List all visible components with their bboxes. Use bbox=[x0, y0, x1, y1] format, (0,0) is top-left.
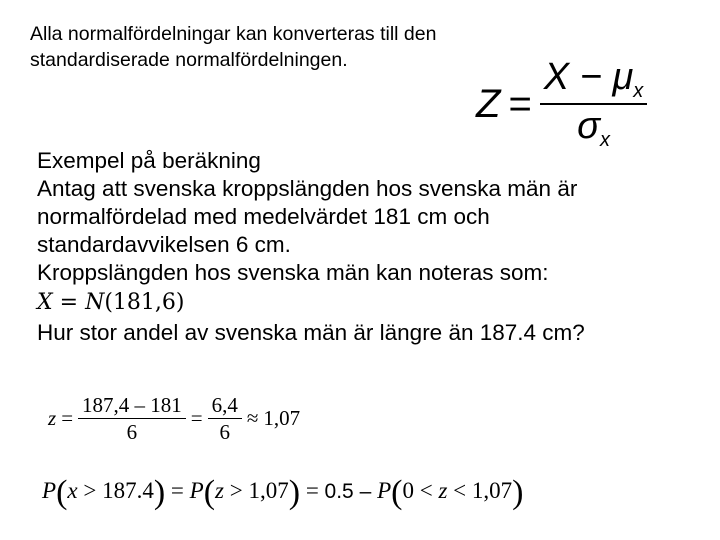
z-calc-numerator-1: 187,4 – 181 bbox=[82, 393, 182, 417]
standardization-formula bbox=[476, 56, 647, 152]
z-calc-approx: ≈ bbox=[246, 406, 259, 430]
example-block bbox=[37, 147, 585, 347]
formula-fraction bbox=[540, 56, 647, 152]
z-calc-fraction-2 bbox=[208, 392, 242, 445]
p-calc-p1: P bbox=[42, 478, 57, 503]
p-calc-arg1-var: x bbox=[67, 478, 78, 503]
notation-args: (181,6) bbox=[104, 290, 185, 315]
z-calc-result: 1,07 bbox=[263, 406, 301, 430]
notation-equals: = bbox=[52, 290, 86, 315]
numerator-subscript: x bbox=[633, 80, 644, 102]
notation-x: X bbox=[37, 290, 53, 315]
z-calc-numerator-2: 6,4 bbox=[211, 393, 238, 417]
notation-n: N bbox=[85, 290, 105, 315]
p-calc-p3: P bbox=[377, 478, 392, 503]
example-line-1: Antag att svenska kroppslängden hos svenska män är bbox=[37, 176, 578, 201]
z-calc-equals-2: = bbox=[190, 406, 203, 430]
p-calc-p2: P bbox=[189, 478, 204, 503]
z-calc-fraction-1 bbox=[78, 392, 186, 445]
p-calc-equals-2: = bbox=[300, 478, 325, 503]
intro-line-1: Alla normalfördelningar kan konverteras till den bbox=[30, 23, 437, 45]
example-line-3: standardavvikelsen 6 cm. bbox=[37, 232, 291, 257]
z-var: z bbox=[48, 406, 57, 430]
formula-equals: = bbox=[508, 81, 532, 126]
z-calc-equals-1: = bbox=[61, 406, 74, 430]
formula-denominator bbox=[573, 105, 614, 152]
p-calc-arg3-var: z bbox=[438, 478, 448, 503]
distribution-notation bbox=[37, 289, 585, 317]
numerator-x: X bbox=[543, 56, 570, 98]
denominator-sigma: σ bbox=[577, 105, 600, 147]
p-calc-half: 0.5 – bbox=[324, 480, 378, 503]
p-calc-arg1-rest: > 187.4 bbox=[77, 478, 154, 503]
denominator-subscript: x bbox=[600, 129, 610, 151]
numerator-mu: − μ bbox=[569, 56, 634, 98]
example-line-2: normalfördelad med medelvärdet 181 cm och bbox=[37, 204, 490, 229]
p-calc-open-3: ( bbox=[391, 474, 403, 511]
example-line-4: Kroppslängden hos svenska män kan noteras som: bbox=[37, 260, 549, 285]
p-calc-close-1: ) bbox=[153, 474, 166, 511]
example-heading: Exempel på beräkning bbox=[37, 148, 261, 173]
formula-numerator bbox=[540, 56, 647, 103]
formula-lhs: Z bbox=[476, 81, 501, 126]
intro-text bbox=[30, 21, 436, 73]
probability-calculation bbox=[42, 474, 523, 512]
p-calc-open-2: ( bbox=[203, 474, 216, 511]
p-calc-arg2-var: z bbox=[215, 478, 224, 503]
p-calc-close-2: ) bbox=[288, 474, 301, 511]
example-question: Hur stor andel av svenska män är längre än 187.4 cm? bbox=[37, 320, 585, 345]
intro-line-2: standardiserade normalfördelningen. bbox=[30, 49, 348, 71]
p-calc-arg3-left: 0 < bbox=[402, 478, 439, 503]
z-calc-denominator-1: 6 bbox=[126, 420, 138, 444]
p-calc-arg3-right: < 1,07 bbox=[447, 478, 513, 503]
p-calc-arg2-rest: > 1,07 bbox=[224, 478, 289, 503]
z-score-calculation bbox=[48, 392, 300, 445]
z-calc-denominator-2: 6 bbox=[219, 420, 230, 444]
p-calc-close-3: ) bbox=[512, 474, 524, 511]
p-calc-equals-1: = bbox=[165, 478, 190, 503]
p-calc-open-1: ( bbox=[56, 474, 68, 511]
